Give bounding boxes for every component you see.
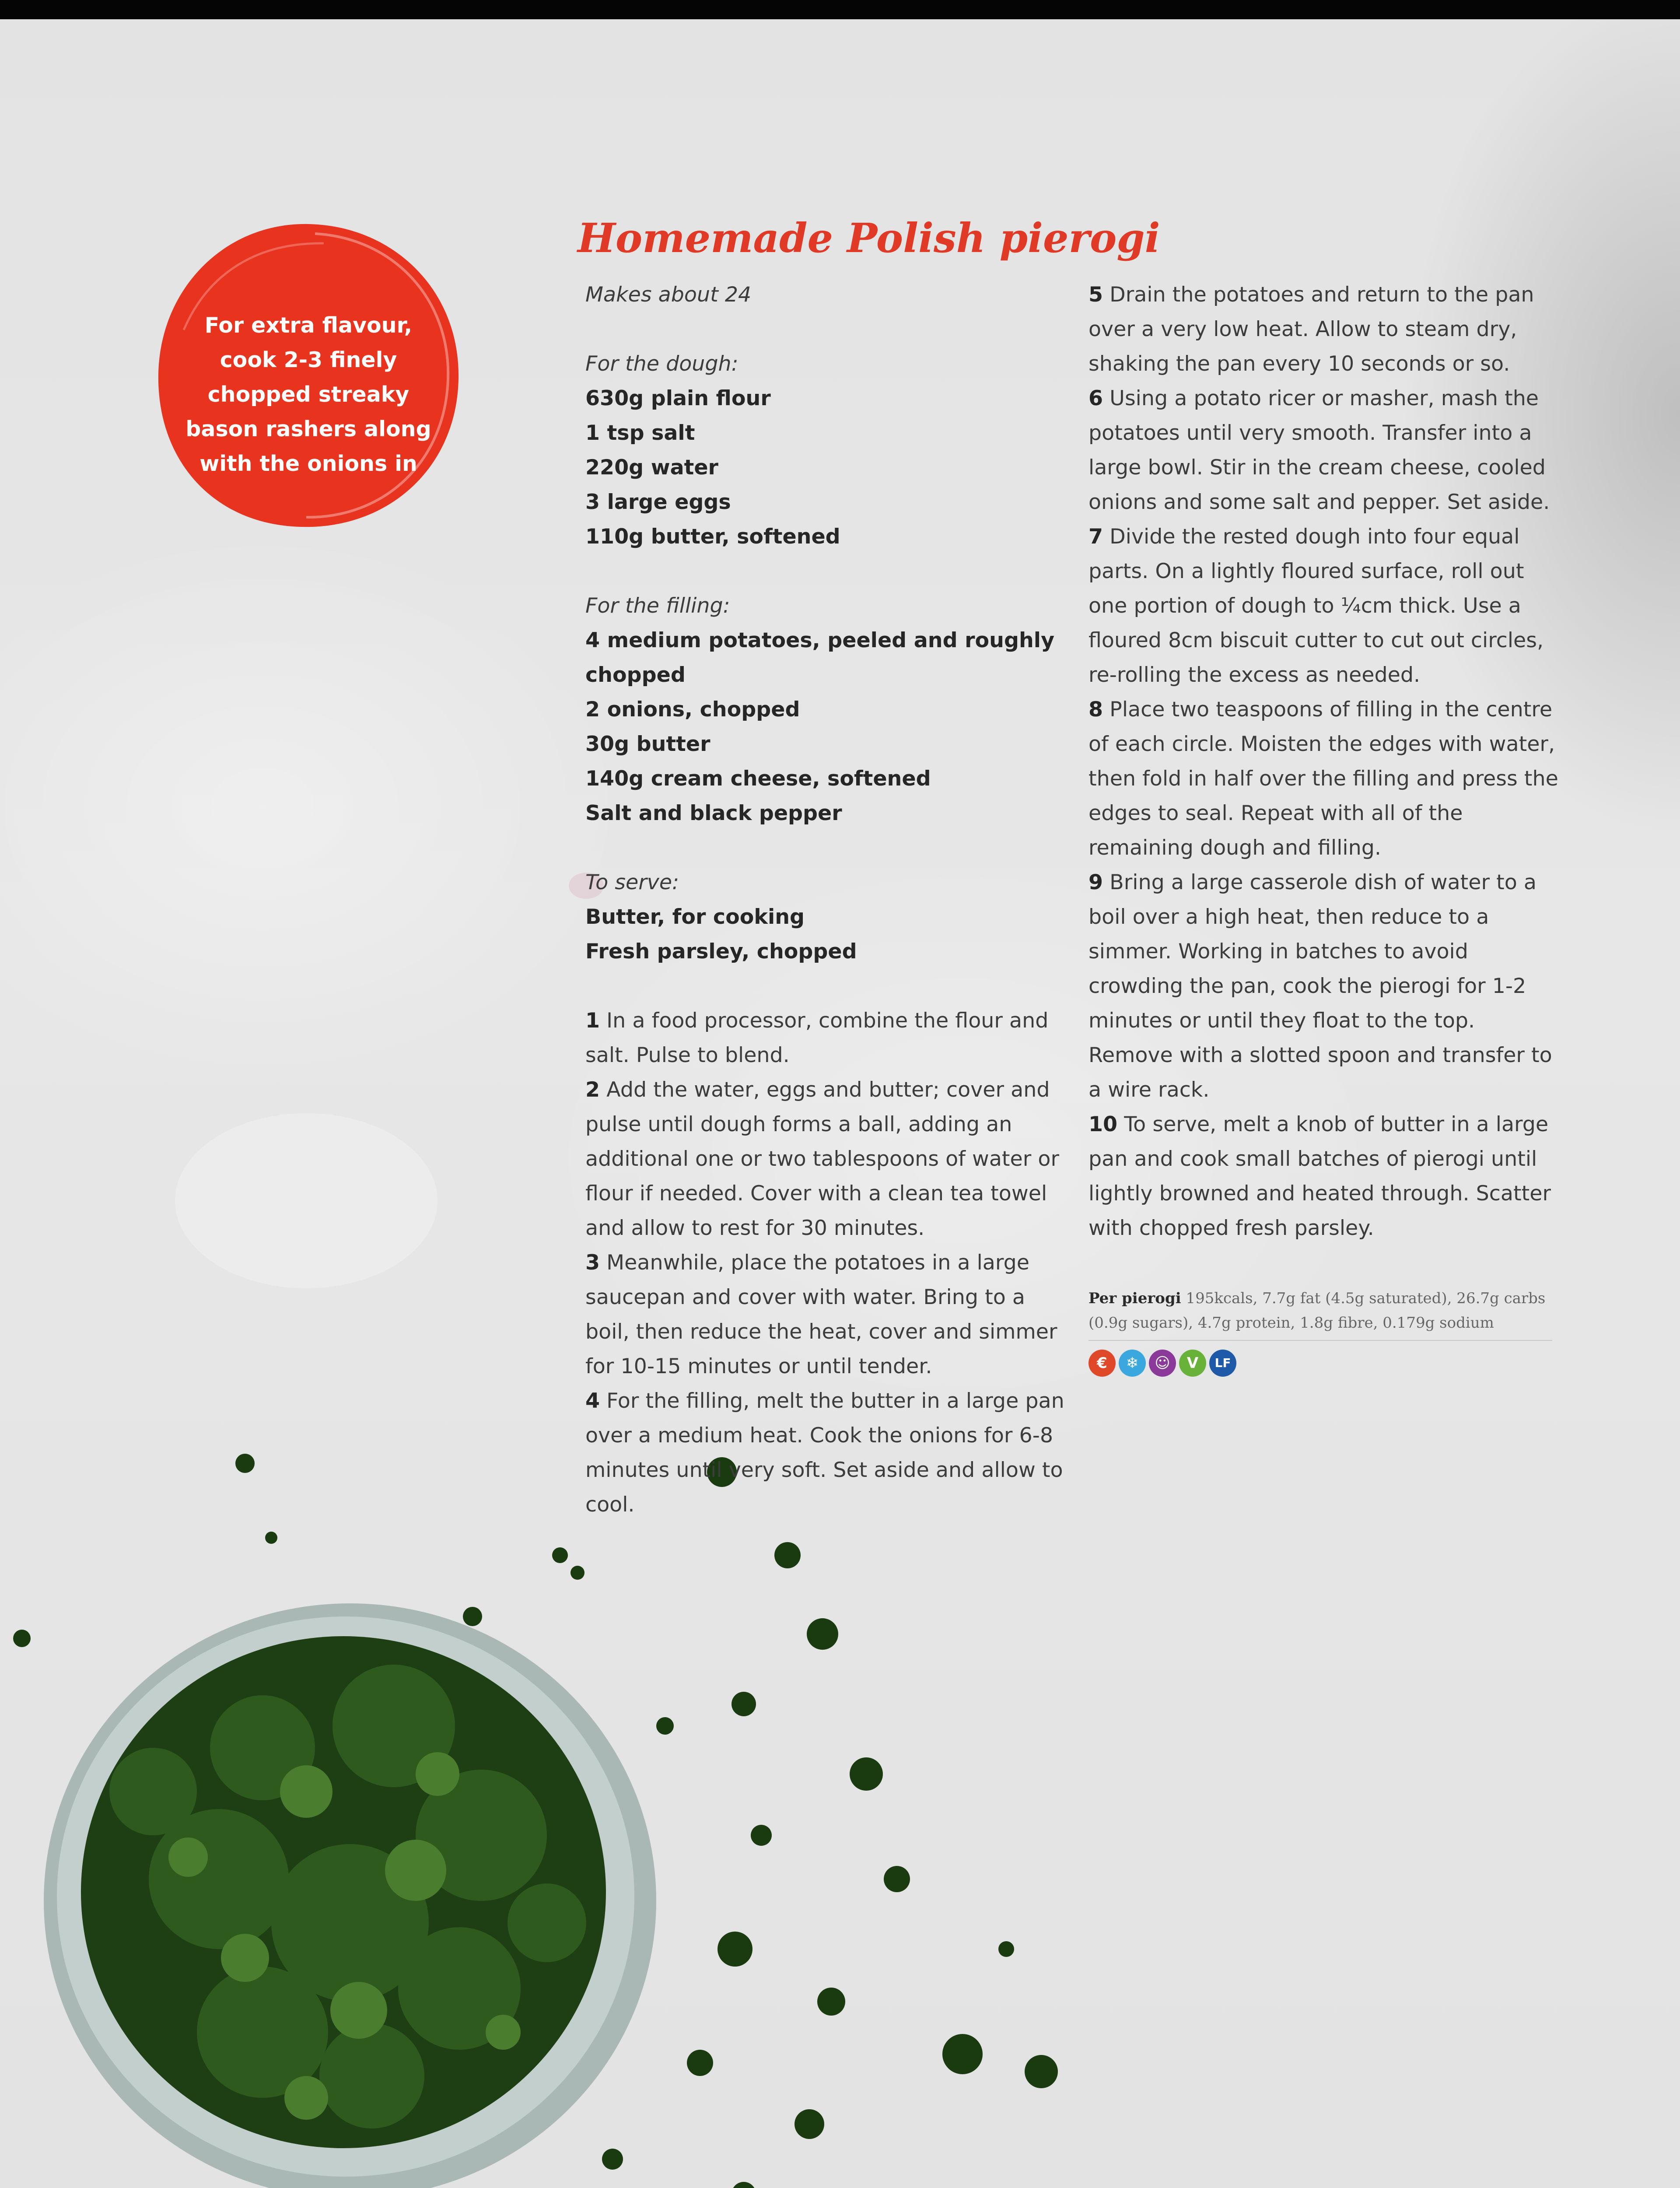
- method-column: [1088, 277, 1561, 1245]
- top-border: [0, 0, 1680, 19]
- surface-stain: [175, 1113, 438, 1288]
- tip-badge: [149, 216, 468, 536]
- euro-icon: €: [1088, 1350, 1116, 1377]
- step-number: 1: [585, 1009, 600, 1033]
- ingredient-item: 110g butter, softened: [585, 525, 840, 549]
- ingredient-item: 4 medium potatoes, peeled and roughly chopped: [585, 628, 1055, 687]
- ingredient-item: 2 onions, chopped: [585, 698, 800, 722]
- step-number: 3: [585, 1251, 600, 1275]
- ingredients-column: [585, 277, 1067, 1522]
- low-fat-icon: LF: [1209, 1350, 1236, 1377]
- ingredient-item: 220g water: [585, 456, 718, 480]
- method-step: [585, 1003, 1067, 1073]
- ingredient-item: Butter, for cooking: [585, 905, 805, 929]
- method-step: [1088, 277, 1561, 381]
- nutrition-label: Per pierogi: [1088, 1290, 1181, 1307]
- step-number: 8: [1088, 698, 1103, 722]
- step-text: Meanwhile, place the potatoes in a large saucepan and cover with water. Bring to a boil, then reduce the heat, cover and simmer for 10-15 minutes or until tender.: [585, 1251, 1057, 1378]
- method-step: [585, 1384, 1067, 1522]
- method-step: [1088, 519, 1561, 692]
- method-step: [1088, 865, 1561, 1107]
- step-number: 7: [1088, 525, 1103, 549]
- tip-text: For extra flavour, cook 2-3 finely chopped streaky bason rashers along with the onions in: [186, 313, 431, 476]
- nutrition-info: [1088, 1286, 1552, 1335]
- step-text: Drain the potatoes and return to the pan over a very low heat. Allow to steam dry, shaking the pan every 10 seconds or so.: [1088, 283, 1534, 376]
- method-step: [1088, 1107, 1561, 1245]
- step-text: Add the water, eggs and butter; cover and pulse until dough forms a ball, adding an additional one or two tablespoons of water or flour if needed. Cover with a clean tea towel and allow to rest for 30 minutes.: [585, 1078, 1059, 1240]
- parsley-bowl-photo: [0, 1441, 1094, 2188]
- divider: [1088, 1340, 1552, 1341]
- step-number: 2: [585, 1078, 600, 1102]
- step-text: For the filling, melt the butter in a large pan over a medium heat. Cook the onions for 6-8 minutes until very soft. Set aside and allow to cool.: [585, 1389, 1064, 1517]
- smiley-icon: ☺: [1149, 1350, 1176, 1377]
- ingredient-item: Fresh parsley, chopped: [585, 940, 857, 964]
- step-text: In a food processor, combine the flour and salt. Pulse to blend.: [585, 1009, 1049, 1067]
- vegetarian-icon: V: [1179, 1350, 1206, 1377]
- method-step: [1088, 381, 1561, 519]
- recipe-title: Homemade Polish pierogi: [578, 214, 1160, 262]
- ingredient-item: 140g cream cheese, softened: [585, 767, 931, 791]
- method-step: [585, 1073, 1067, 1245]
- snowflake-icon: ❄: [1119, 1350, 1146, 1377]
- step-number: 6: [1088, 386, 1103, 410]
- step-text: Place two teaspoons of filling in the centre of each circle. Moisten the edges with water, then fold in half over the filling and press the edges to seal. Repeat with all of the remaining dough and filling.: [1088, 698, 1558, 860]
- step-number: 9: [1088, 870, 1103, 894]
- dough-heading: For the dough:: [585, 352, 738, 376]
- nutrition-values: 195kcals, 7.7g fat (4.5g saturated), 26.7g carbs (0.9g sugars), 4.7g protein, 1.8g fibre, 0.179g sodium: [1088, 1290, 1546, 1332]
- magazine-page: [0, 19, 1680, 2188]
- step-number: 5: [1088, 283, 1103, 307]
- step-text: Bring a large casserole dish of water to a boil over a high heat, then reduce to a simmer. Working in batches to avoid crowding the pan, cook the pierogi for 1-2 minutes or until they float to the top. Remove with a slotted spoon and transfer to a wire rack.: [1088, 870, 1552, 1102]
- diet-icons: [1088, 1350, 1236, 1378]
- ingredient-item: 630g plain flour: [585, 386, 771, 410]
- filling-heading: For the filling:: [585, 594, 730, 618]
- method-step: [585, 1245, 1067, 1384]
- step-text: To serve, melt a knob of butter in a large pan and cook small batches of pierogi until lightly browned and heated through. Scatter with chopped fresh parsley.: [1088, 1112, 1551, 1240]
- ingredient-item: 1 tsp salt: [585, 421, 695, 445]
- step-number: 4: [585, 1389, 600, 1413]
- step-text: Divide the rested dough into four equal parts. On a lightly floured surface, roll out one portion of dough to ¼cm thick. Use a floured 8cm biscuit cutter to cut out circles, re-rolling the excess as needed.: [1088, 525, 1544, 687]
- step-number: 10: [1088, 1112, 1118, 1136]
- step-text: Using a potato ricer or masher, mash the potatoes until very smooth. Transfer into a large bowl. Stir in the cream cheese, cooled onions and some salt and pepper. Set aside.: [1088, 386, 1550, 514]
- ingredient-item: Salt and black pepper: [585, 801, 842, 825]
- recipe-yield: Makes about 24: [585, 283, 752, 307]
- ingredient-item: 3 large eggs: [585, 490, 731, 514]
- method-step: [1088, 692, 1561, 865]
- ingredient-item: 30g butter: [585, 732, 710, 756]
- serve-heading: To serve:: [585, 870, 679, 894]
